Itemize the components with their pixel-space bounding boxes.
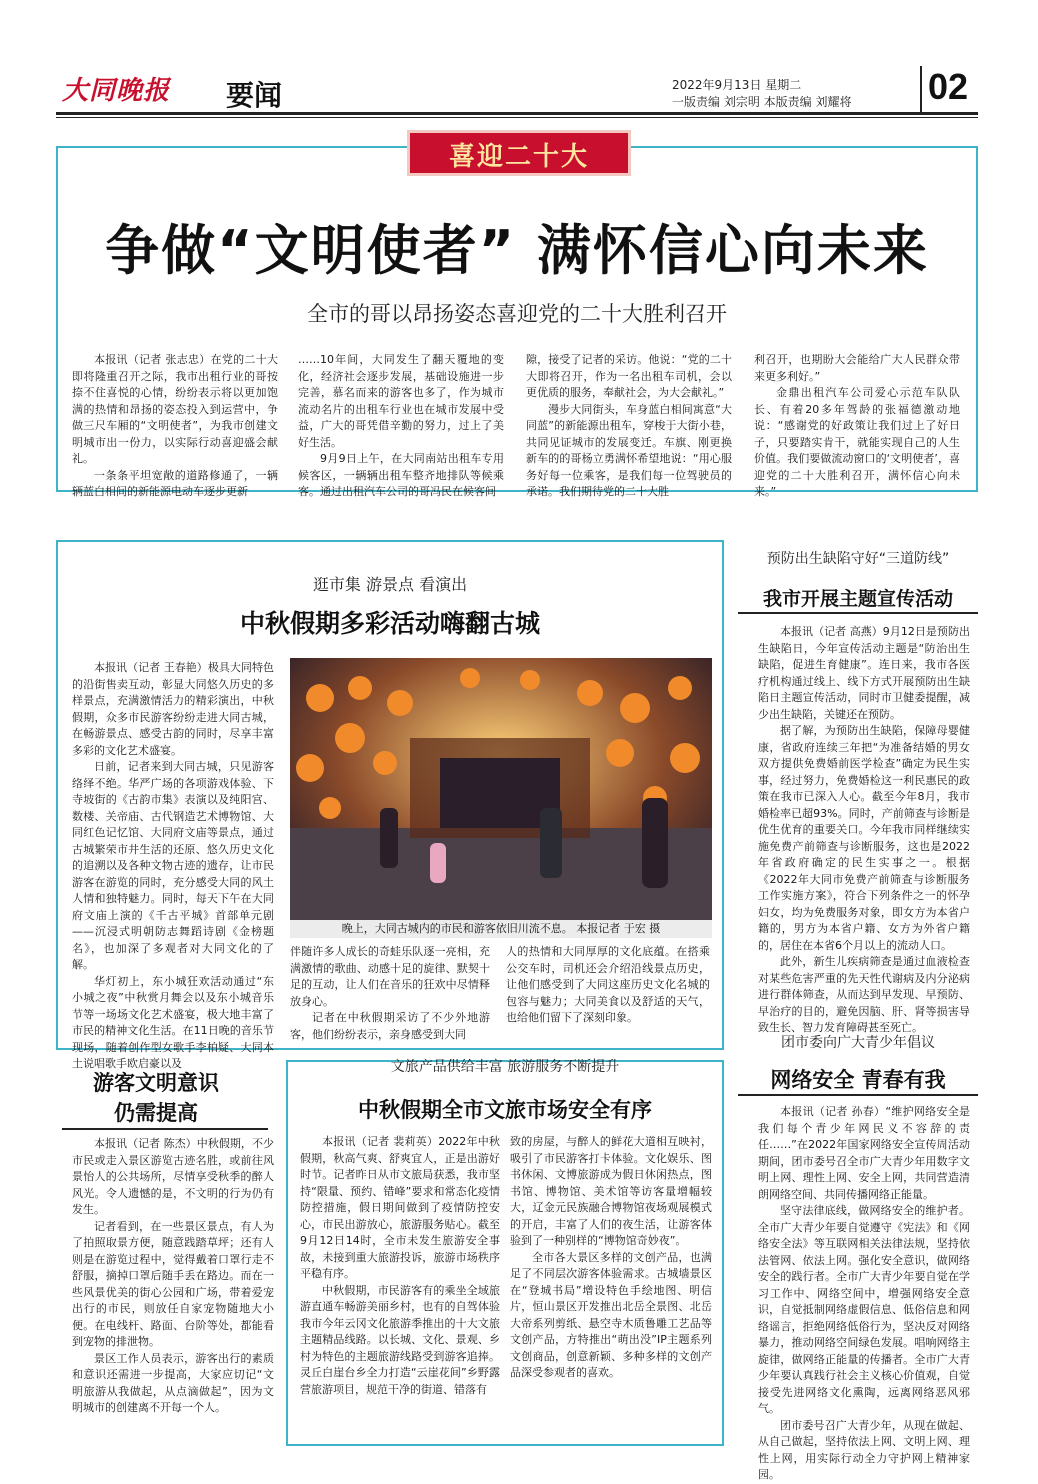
paragraph: 一条条平坦宽敞的道路修通了，一辆辆蓝白相间的新能源电动车逐步更新 bbox=[72, 468, 278, 498]
bottom-left-title-line2: 仍需提高 bbox=[114, 1101, 198, 1125]
issue-date: 2022年9月13日 星期二 bbox=[672, 78, 802, 92]
header-rule-thin bbox=[56, 117, 978, 118]
masthead-logo: 大同晚报 bbox=[62, 76, 171, 106]
mid-story-column-2 bbox=[290, 944, 490, 1040]
paragraph: 据了解，为预防出生缺陷，保障母婴健康，省政府连续三年把“为准备结婚的男女双方提供免费婚前医学检查”确定为民生实事，经过努力，免费婚检这一利民惠民的政策在我市已深入人心。截至今年8月，我市婚检率已超93%。同时，产前筛查与诊断是优生优育的重要关口。今年我市同样继续实施免费产前筛查与诊断服务，这也是2022年省政府确定的民生实事之一。根据《2022年大同市免费产前筛查与诊断服务工作实施方案》，符合下列条件之一的怀孕妇女，均为免费服务对象，即女方为本省户籍的，男方为本省户籍、女方为外省户籍的，居住在本省6个月以上的流动人口。 bbox=[758, 724, 970, 952]
photo-illustration bbox=[290, 658, 712, 938]
paragraph: 致的房屋，与醉人的鲜花大道相互映衬，吸引了市民游客打卡体验。文化娱乐、图书休闲、文博旅游成为假日休闲热点，图书馆、博物馆、美术馆等访客量增幅较大，辽金元民族融合博物馆夜场观展模式的开启，丰富了人们的夜生活，让游客体验到了一种别样的“博物馆奇妙夜”。 bbox=[510, 1135, 712, 1247]
right-story1-rule bbox=[738, 612, 978, 614]
top-story-column-4 bbox=[754, 352, 960, 498]
top-story-column-3 bbox=[526, 352, 732, 498]
paragraph: 华灯初上，东小城狂欢活动通过“东小城之夜”中秋赏月舞会以及东小城音乐节等一场场文化艺术盛宴，极大地丰富了市民的精神文化生活。在11日晚的音乐节现场，随着创作型女歌手李柏疑、大同本土说唱歌手欧启豪以及 bbox=[72, 974, 274, 1070]
bottom-mid-kicker: 文旅产品供给丰富 旅游服务不断提升 bbox=[390, 1059, 620, 1075]
paragraph: 本报讯（记者 张志忠）在党的二十大即将隆重召开之际，我市出租行业的哥按捺不住喜悦的心情，纷纷表示将以更加饱满的热情和昂扬的姿态投入到运营中，争做三尺车厢的“文明使者”，为我市创建文明城市出一份力，以实际行动喜迎盛会献礼。 bbox=[72, 353, 278, 465]
bottom-mid-title: 中秋假期全市文旅市场安全有序 bbox=[358, 1098, 652, 1122]
paragraph: 坚守法律底线，做网络安全的维护者。全市广大青少年要自觉遵守《宪法》和《网络安全法》等互联网相关法律法规，坚持依法管网、依法上网。强化安全意识，做网络安全的践行者。全市广大青少年要自觉在学习工作中、网络空间中，增强网络安全意识，自觉抵制网络虚假信息、低俗信息和网络谣言，拒绝网络低俗行为，坚决反对网络暴力，推动网络空间绿色发展。唱响网络主旋律，做网络正能量的传播者。全市广大青少年要认真践行社会主义核心价值观，自觉接受先进网络文化熏陶，远离网络恶风邪气。 bbox=[758, 1204, 970, 1415]
paragraph: ……10年间，大同发生了翻天覆地的变化，经济社会逐步发展，基础设施进一步完善，慕名而来的游客也多了，作为城市流动名片的出租车行业也在城市发展中受益，广大的哥凭借辛勤的努力，过上了美好生活。 bbox=[298, 353, 504, 449]
paragraph: 本报讯（记者 高燕）9月12日是预防出生缺陷日，今年宣传活动主题是“防治出生缺陷，促进生育健康”。连日来，我市各医疗机构通过线上、线下方式开展预防出生缺陷日主题宣传活动，同时市卫健委提醒，减少出生缺陷，关键还在预防。 bbox=[758, 625, 970, 721]
paragraph: 团市委号召广大青少年，从现在做起、从自己做起，坚持依法上网、文明上网、理性上网，用实际行动全力守护网上精神家园。 bbox=[758, 1418, 970, 1481]
bottom-mid-column-1 bbox=[300, 1134, 500, 1434]
top-subheadline: 全市的哥以昂扬姿态喜迎党的二十大胜利召开 bbox=[307, 302, 727, 326]
paragraph: 漫步大同街头，车身蓝白相间寓意“大同蓝”的新能源出租车，穿梭于大街小巷，共同见证城市的发展变迁。车旗、刚更换新车的的哥杨立勇满怀希望地说：“用心服务好每一位乘客，是我们每一位驾驶员的承诺。我们期待党的二十大胜 bbox=[526, 402, 732, 498]
right-story1-title: 我市开展主题宣传活动 bbox=[762, 588, 953, 610]
paragraph: 伴随许多人成长的奇蛙乐队逐一亮相，充满激情的歌曲、动感十足的旋律、默契十足的互动，让人们在音乐的狂欢中尽情释放身心。 bbox=[290, 945, 490, 1008]
top-story-column-1 bbox=[72, 352, 278, 498]
bottom-left-title bbox=[56, 1068, 256, 1128]
bottom-left-title-line1: 游客文明意识 bbox=[93, 1071, 219, 1095]
mid-story-title: 中秋假期多彩活动嗨翻古城 bbox=[239, 609, 540, 638]
section-title: 要闻 bbox=[226, 79, 283, 112]
editor-credits: 一版责编 刘宗明 本版责编 刘耀将 bbox=[672, 95, 852, 109]
photo-caption: 晚上，大同古城内的市民和游客依旧川流不息。 本报记者 于宏 摄 bbox=[290, 920, 712, 938]
paragraph: 本报讯（记者 王春艳）极具大同特色的沿街售卖互动，彰显大同悠久历史的多样景点，充满激情活力的精彩演出，中秋假期，众多市民游客纷纷走进大同古城，在畅游景点、感受古韵的同时，尽享丰富多彩的文化艺术盛宴。 bbox=[72, 661, 274, 757]
right-story1-kicker: 预防出生缺陷守好“三道防线” bbox=[766, 551, 950, 567]
paragraph: 人的热情和大同厚厚的文化底蕴。在搭乘公交车时，司机还会介绍沿线景点历史，让他们感受到了大同这座历史文化名城的包容与魅力；大同美食以及舒适的天气，也给他们留下了深刻印象。 bbox=[506, 945, 710, 1024]
paragraph: 日前，记者来到大同古城，只见游客络绎不绝。华严广场的各项游戏体验、下寺坡街的《古韵市集》表演以及纯阳宫、数楼、关帝庙、古代钢造艺术博物馆、大同红色记忆馆、大同府文庙等景点，通过古城繁荣市井生活的还原、悠久历史文化的追溯以及各种文物古迹的遗存，让市民游客在游览的同时，充分感受大同的风土人情和独特魅力。同时，每天下午在大同府文庙上演的《千古平城》首部单元剧——沉浸式明朝防志舞蹈诗剧《金榜题名》，也加深了多观者对大同文化的了解。 bbox=[72, 760, 274, 971]
page-number-divider bbox=[920, 66, 922, 112]
header-rule bbox=[56, 112, 978, 115]
mid-story-column-3 bbox=[506, 944, 710, 1040]
paragraph: 隙，接受了记者的采访。他说：“党的二十大即将召开，作为一名出租车司机，会以更优质的服务，奉献社会，为大会献礼。” bbox=[526, 353, 732, 399]
mid-story-kicker: 逛市集 游景点 看演出 bbox=[312, 575, 468, 594]
paragraph: 本报讯（记者 裴莉英）2022年中秋假期，秋高气爽、舒爽宜人，正是出游好时节。记者昨日从市文旅局获悉，我市坚持“限量、预约、错峰”要求和常态化疫情防控措施，假日期间做到了疫情防控安心，市民出游放心，旅游服务贴心。截至9月12日14时，全市未发生旅游安全事故，未接到重大旅游投诉，旅游市场秩序平稳有序。 bbox=[300, 1135, 500, 1280]
page-number: 02 bbox=[928, 66, 969, 107]
paragraph: 记者看到，在一些景区景点，有人为了拍照取景方便，随意践踏草坪；还有人则是在游览过程中，觉得戴着口罩行走不舒服，摘掉口罩后随手丢在路边。而在一些风景优美的街心公园和广场，带着爱宠出行的市民，则放任自家宠物随地大小便。在电线杆、路面、台阶等处，都能看到宠物的排泄物。 bbox=[72, 1219, 274, 1348]
paragraph: 9月9日上午，在大同南站出租车专用候客区，一辆辆出租车整齐地排队等候乘客。通过出租汽车公司的哥冯民在候客间 bbox=[298, 452, 504, 498]
top-headline: 争做“文明使者” 满怀信心向未来 bbox=[105, 219, 929, 282]
paragraph: 中秋假期，市民游客有的乘坐全域旅游直通车畅游美丽乡村，也有的自驾体验我市今年云冈文化旅游季推出的十大文旅主题精品线路。以长城、文化、景观、乡村为特色的主题旅游线路受到游客追捧。灵丘白崖台乡全力打造“云崖花间”乡野露营旅游项目，规范干净的街道、错落有 bbox=[300, 1283, 500, 1396]
bottom-left-rule bbox=[62, 1128, 268, 1130]
right-story1-body bbox=[758, 624, 970, 1034]
paragraph: 金鼎出租汽车公司爱心示范车队队长、有着20多年驾龄的张福德激动地说：“感谢党的好政策让我们过上了好日子，只要踏实肯干，就能实现自己的人生价值。我们要做流动窗口的‘文明使者’，喜迎党的二十大胜利召开，满怀信心向未来。” bbox=[754, 386, 960, 498]
paragraph: 景区工作人员表示，游客出行的素质和意识还需进一步提高，大家应切记“文明旅游从我做起，从点滴做起”，因为文明城市的创建离不开每一个人。 bbox=[72, 1351, 274, 1414]
paragraph: 全市各大景区多样的文创产品，也满足了不同层次游客体验需求。古城墙景区在“登城书局”增设特色手绘地图、明信片，恒山景区开发推出北岳全景图、北岳大帝系列剪纸、悬空寺木质鲁雕工艺品等文创产品，方特推出“萌出没”IP主题系列文创商品，创意新颖、多种多样的文创产品深受参观者的喜欢。 bbox=[510, 1250, 712, 1379]
paragraph: 本报讯（记者 孙春）“维护网络安全是我们每个青少年网民义不容辞的责任……”在2022年国家网络安全宣传周活动期间，团市委号召全市广大青少年用数字文明上网、理性上网、安全上网，共同营造清朗网络空间、共同传播网络正能量。 bbox=[758, 1105, 970, 1201]
right-story2-kicker: 团市委向广大青少年倡议 bbox=[781, 1035, 935, 1051]
paragraph: 此外，新生儿疾病筛查是通过血液检查对某些危害严重的先天性代谢病及内分泌病进行群体筛查，从而达到早发现、早预防、早治疗的目的，避免因脑、肝、肾等损害导致生长、智力发育障碍甚至死亡。 bbox=[758, 955, 970, 1034]
right-story2-rule bbox=[738, 1094, 978, 1096]
banner-label: 喜迎二十大 bbox=[448, 142, 589, 172]
paragraph: 记者在中秋假期采访了不少外地游客，他们纷纷表示，亲身感受到大同 bbox=[290, 1011, 490, 1041]
bottom-left-body bbox=[72, 1136, 274, 1436]
right-story2-body bbox=[758, 1104, 970, 1481]
bottom-mid-column-2 bbox=[510, 1134, 712, 1434]
paragraph: 利召开，也期盼大会能给广大人民群众带来更多利好。” bbox=[754, 353, 960, 383]
top-story-column-2 bbox=[298, 352, 504, 498]
right-story2-title: 网络安全 青春有我 bbox=[770, 1068, 946, 1092]
lantern-street-photo bbox=[290, 658, 712, 938]
paragraph: 本报讯（记者 陈杰）中秋假期，不少市民或走入景区游览古迹名胜，或前往风景怡人的公共场所，尽情享受秋季的醉人风光。令人遗憾的是，不文明的行为仍有发生。 bbox=[72, 1137, 274, 1216]
mid-story-column-1 bbox=[72, 660, 274, 1070]
